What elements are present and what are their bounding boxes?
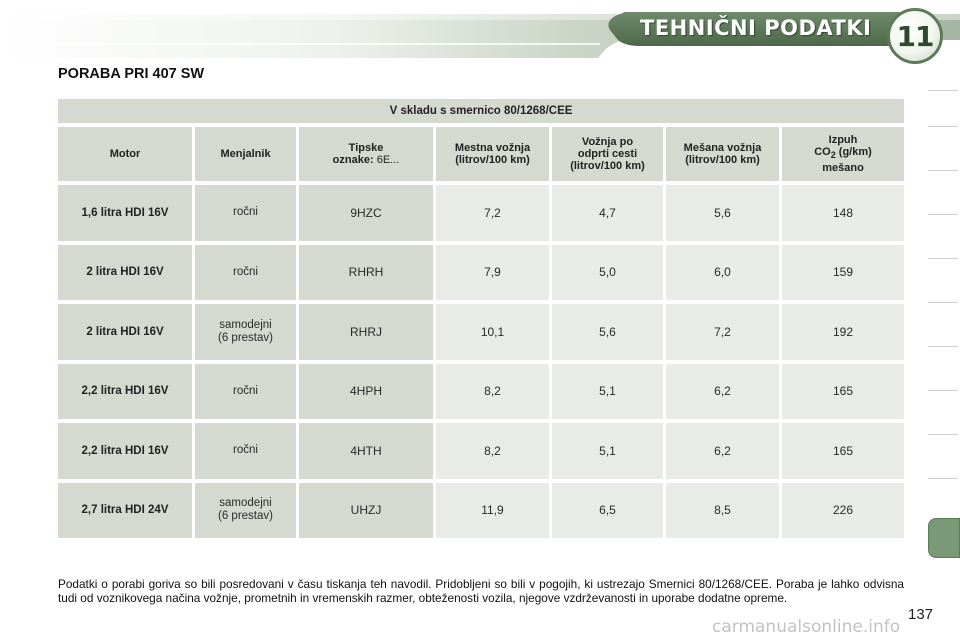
table-row: [58, 185, 904, 245]
header-type-codes: [299, 127, 436, 185]
cell-urban: 8,2: [436, 423, 552, 483]
header-co2-line2: [784, 146, 902, 161]
header-extra-line3: (litrov/100 km): [570, 160, 645, 172]
cell-extra-urban: 6,5: [552, 483, 666, 543]
header-mixed-line1: Mešana vožnja: [683, 142, 762, 154]
cell-motor: 2 litra HDI 16V: [58, 245, 195, 305]
cell-mixed: 6,0: [666, 245, 782, 305]
page-title: PORABA PRI 407 SW: [58, 66, 205, 82]
consumption-table: [58, 99, 904, 542]
header-mixed-line2: (litrov/100 km): [685, 154, 760, 166]
header-urban: [436, 127, 552, 185]
cell-type-code: UHZJ: [299, 483, 436, 543]
cell-mixed: 5,6: [666, 185, 782, 245]
cell-co2: 165: [782, 423, 904, 483]
cell-type-code: RHRJ: [299, 304, 436, 364]
chapter-number: 11: [896, 19, 934, 53]
cell-urban: 8,2: [436, 364, 552, 424]
header-co2: [782, 127, 904, 185]
cell-motor: 2,2 litra HDI 16V: [58, 423, 195, 483]
cell-extra-urban: 5,0: [552, 245, 666, 305]
cell-motor: 2 litra HDI 16V: [58, 304, 195, 364]
cell-motor: 2,7 litra HDI 24V: [58, 483, 195, 543]
footnote: Podatki o porabi goriva so bili posredovani v času tiskanja teh navodil. Pridobljeni so bili v pogojih, ki ustrezajo Smernici 80/1268/CEE. Poraba je lahko odvisna tudi od voznikovega načina vožnje, prometnih in vremenskih razmer, obteženosti vozila, njegove vzdrževanosti in uporabe dodatne opreme.: [58, 577, 904, 605]
cell-urban: 7,2: [436, 185, 552, 245]
chapter-badge: [887, 8, 943, 64]
gearbox-detail: (6 prestav): [218, 510, 273, 523]
cell-co2: 159: [782, 245, 904, 305]
gearbox-type: ročni: [233, 206, 258, 219]
cell-mixed: 8,5: [666, 483, 782, 543]
cell-gearbox: [195, 245, 299, 305]
table-row: [58, 245, 904, 305]
header-extra-line2: odprti cesti: [577, 148, 638, 160]
cell-extra-urban: 5,6: [552, 304, 666, 364]
table-caption-row: [58, 99, 904, 127]
cell-co2: 192: [782, 304, 904, 364]
cell-gearbox: [195, 364, 299, 424]
page-number: 137: [908, 606, 934, 623]
cell-gearbox: [195, 185, 299, 245]
cell-gearbox: [195, 304, 299, 364]
header-co2-line3: mešano: [822, 161, 864, 174]
gearbox-type: ročni: [233, 444, 258, 457]
header-type-line1: Tipske: [348, 142, 384, 154]
cell-urban: 11,9: [436, 483, 552, 543]
cell-type-code: 9HZC: [299, 185, 436, 245]
table-row: [58, 483, 904, 543]
section-title: TEHNIČNI PODATKI: [640, 16, 872, 40]
cell-gearbox: [195, 423, 299, 483]
cell-motor: 2,2 litra HDI 16V: [58, 364, 195, 424]
cell-urban: 7,9: [436, 245, 552, 305]
cell-motor: 1,6 litra HDI 16V: [58, 185, 195, 245]
header-urban-line1: Mestna vožnja: [454, 142, 531, 154]
table-caption: V skladu s smernico 80/1268/CEE: [58, 99, 904, 127]
header-mixed: [666, 127, 782, 185]
watermark: carmanualsonline.info: [712, 617, 901, 637]
gearbox-type: ročni: [233, 265, 258, 278]
header-co2-post: (g/km): [835, 146, 872, 159]
header-type-value: 6E...: [376, 154, 400, 166]
cell-mixed: 6,2: [666, 423, 782, 483]
cell-extra-urban: 4,7: [552, 185, 666, 245]
cell-extra-urban: 5,1: [552, 423, 666, 483]
header-extra-line1: Vožnja po: [581, 136, 634, 148]
header-gearbox: Menjalnik: [195, 127, 299, 185]
cell-gearbox: [195, 483, 299, 543]
cell-co2: 148: [782, 185, 904, 245]
cell-type-code: 4HPH: [299, 364, 436, 424]
table-header-row: [58, 127, 904, 185]
table-row: [58, 304, 904, 364]
cell-mixed: 7,2: [666, 304, 782, 364]
header-co2-pre: CO: [814, 146, 831, 159]
header-co2-sub: 2: [830, 150, 836, 161]
table-row: [58, 364, 904, 424]
header-type-label: oznake:: [332, 154, 374, 166]
cell-type-code: RHRH: [299, 245, 436, 305]
table-body: [58, 185, 904, 542]
cell-co2: 226: [782, 483, 904, 543]
header-urban-line2: (litrov/100 km): [455, 154, 530, 166]
gearbox-detail: (6 prestav): [218, 331, 273, 344]
cell-co2: 165: [782, 364, 904, 424]
gearbox-type: samodejni: [219, 318, 272, 331]
cell-extra-urban: 5,1: [552, 364, 666, 424]
gearbox-type: ročni: [233, 384, 258, 397]
cell-urban: 10,1: [436, 304, 552, 364]
gearbox-type: samodejni: [219, 497, 272, 510]
cell-type-code: 4HTH: [299, 423, 436, 483]
cell-mixed: 6,2: [666, 364, 782, 424]
header-extra-urban: [552, 127, 666, 185]
header-motor: Motor: [58, 127, 195, 185]
active-chapter-tab[interactable]: [928, 518, 960, 558]
header-co2-line1: Izpuh: [828, 134, 858, 147]
table-row: [58, 423, 904, 483]
header-type-line2: [301, 154, 431, 166]
